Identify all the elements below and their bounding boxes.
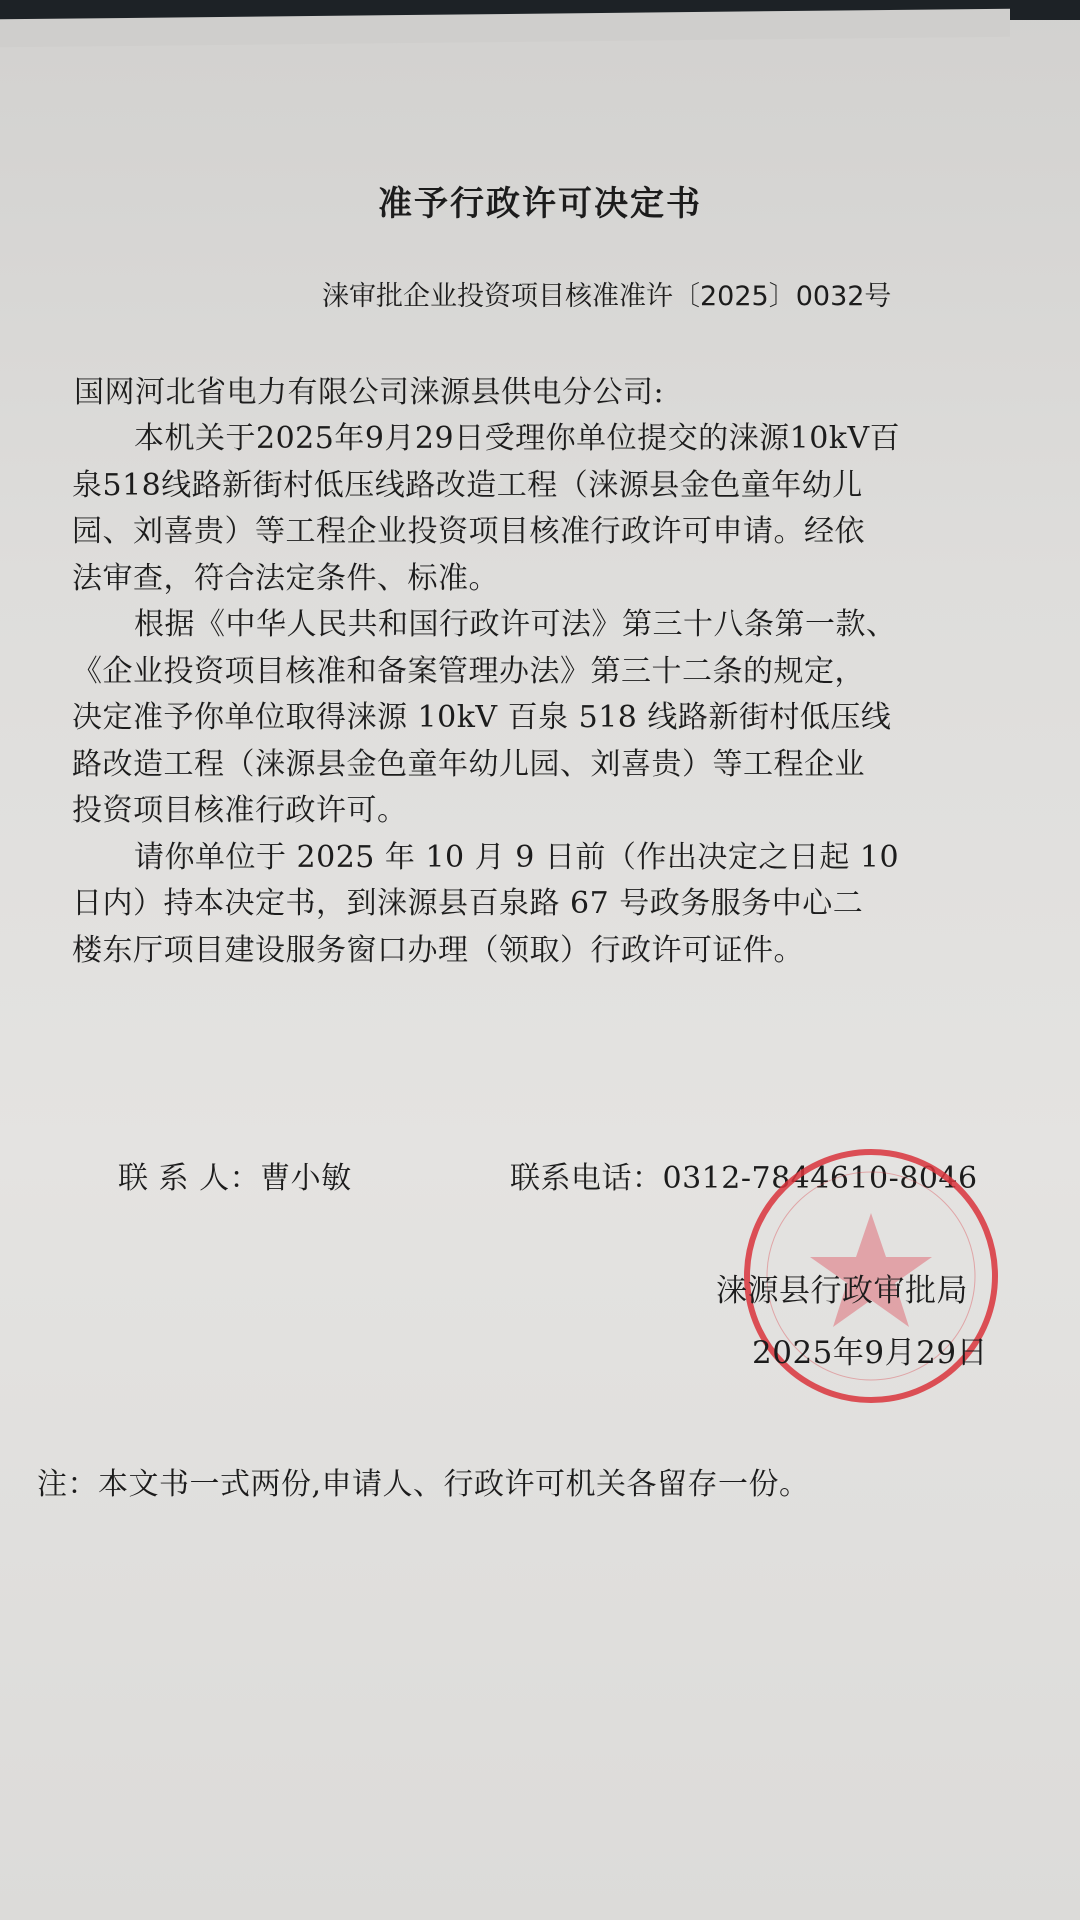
contact-phone: 联系电话：0312-7844610-8046 xyxy=(510,1161,978,1196)
issuer-name: 涞源县行政审批局 xyxy=(716,1273,968,1309)
contact-person: 联 系 人：曹小敏 xyxy=(118,1161,352,1196)
body-line: 园、刘喜贵）等工程企业投资项目核准行政许可申请。经依 xyxy=(72,514,865,549)
document-number: 涞审批企业投资项目核准准许〔2025〕0032号 xyxy=(322,281,892,312)
body-line: 本机关于2025年9月29日受理你单位提交的涞源10kV百 xyxy=(134,421,901,456)
body-line: 路改造工程（涞源县金色童年幼儿园、刘喜贵）等工程企业 xyxy=(72,747,865,782)
body-line: 《企业投资项目核准和备案管理办法》第三十二条的规定， xyxy=(72,654,865,689)
footnote: 注：本文书一式两份,申请人、行政许可机关各留存一份。 xyxy=(37,1467,810,1502)
body-line: 请你单位于 2025 年 10 月 9 日前（作出决定之日起 10 xyxy=(134,840,900,875)
body-line: 投资项目核准行政许可。 xyxy=(72,793,408,828)
addressee: 国网河北省电力有限公司涞源县供电分公司: xyxy=(74,375,665,410)
body-line: 决定准予你单位取得涞源 10kV 百泉 518 线路新街村低压线 xyxy=(72,700,892,735)
body-line: 根据《中华人民共和国行政许可法》第三十八条第一款、 xyxy=(134,607,897,642)
body-line: 泉518线路新街村低压线路改造工程（涞源县金色童年幼儿 xyxy=(72,468,863,503)
body-line: 法审查，符合法定条件、标准。 xyxy=(72,561,499,596)
issue-date: 2025年9月29日 xyxy=(752,1335,989,1371)
document-title: 准予行政许可决定书 xyxy=(378,184,702,224)
body-line: 日内）持本决定书，到涞源县百泉路 67 号政务服务中心二 xyxy=(72,886,864,921)
body-line: 楼东厅项目建设服务窗口办理（领取）行政许可证件。 xyxy=(72,933,804,968)
